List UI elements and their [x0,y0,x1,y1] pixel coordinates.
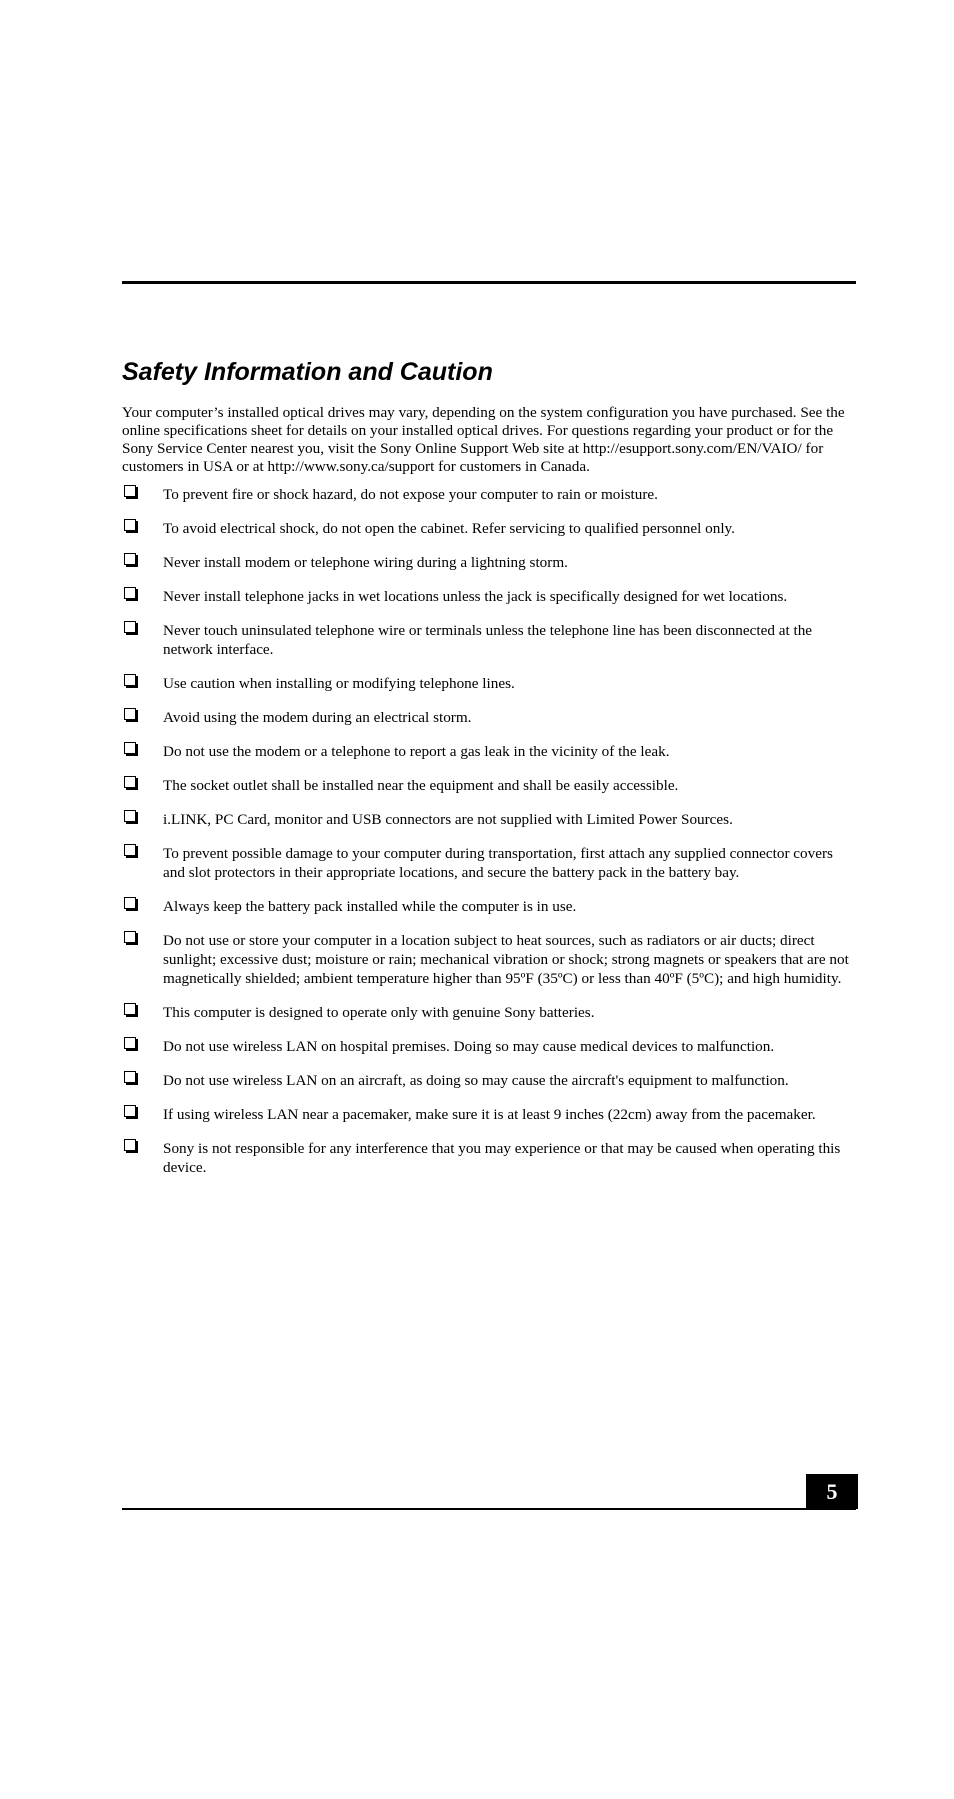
checkbox-icon [124,587,136,599]
checkbox-icon [124,674,136,686]
list-item [122,621,858,659]
list-item-text: If using wireless LAN near a pacemaker, make sure it is at least 9 inches (22cm) away from the pacemaker. [163,1106,816,1123]
header-rule [122,281,856,284]
list-item [122,485,858,504]
checkbox-icon [124,844,136,856]
list-item-text: To prevent fire or shock hazard, do not expose your computer to rain or moisture. [163,486,658,503]
list-item [122,674,858,693]
list-item [122,553,858,572]
checkbox-icon [124,776,136,788]
list-item-text: Sony is not responsible for any interference that you may experience or that may be caused when operating this device. [163,1140,841,1176]
list-item [122,1003,858,1022]
list-item [122,1105,858,1124]
list-item-text: Do not use the modem or a telephone to report a gas leak in the vicinity of the leak. [163,743,670,760]
list-item-text: Never install modem or telephone wiring during a lightning storm. [163,554,568,571]
footer-rule [122,1508,856,1510]
list-item-text: i.LINK, PC Card, monitor and USB connectors are not supplied with Limited Power Sources. [163,811,733,828]
checkbox-icon [124,742,136,754]
list-item [122,708,858,727]
list-item-text: To prevent possible damage to your computer during transportation, first attach any supplied connector covers and slot protectors in their appropriate locations, and secure the battery pack in the battery bay. [163,845,833,881]
list-item [122,897,858,916]
list-item [122,776,858,795]
page-number-badge: 5 [806,1474,858,1509]
list-item [122,844,858,882]
checkbox-icon [124,1071,136,1083]
list-item-text: This computer is designed to operate only with genuine Sony batteries. [163,1004,595,1021]
list-item [122,1071,858,1090]
list-item-text: The socket outlet shall be installed near the equipment and shall be easily accessible. [163,777,679,794]
list-item-text: Always keep the battery pack installed while the computer is in use. [163,898,577,915]
checkbox-icon [124,1105,136,1117]
safety-list [122,485,858,1177]
list-item-text: Avoid using the modem during an electrical storm. [163,709,472,726]
list-item [122,519,858,538]
list-item [122,1139,858,1177]
list-item [122,742,858,761]
checkbox-icon [124,897,136,909]
list-item [122,931,858,988]
checkbox-icon [124,485,136,497]
checkbox-icon [124,621,136,633]
checkbox-icon [124,1003,136,1015]
checkbox-icon [124,1139,136,1151]
checkbox-icon [124,519,136,531]
checkbox-icon [124,708,136,720]
checkbox-icon [124,553,136,565]
list-item-text: Never touch uninsulated telephone wire or terminals unless the telephone line has been disconnected at the network interface. [163,622,813,658]
intro-paragraph: Your computer’s installed optical drives may vary, depending on the system configuration you have purchased. See the online specifications sheet for details on your installed optical drives. For questions regarding your product or for the Sony Service Center nearest you, visit the Sony Online Support Web site at http://esupport.sony.com/EN/VAIO/ for customers in USA or at http://www.sony.ca/support for customers in Canada. [122,404,845,475]
list-item-text: Never install telephone jacks in wet locations unless the jack is specifically designed for wet locations. [163,588,788,605]
checkbox-icon [124,810,136,822]
list-item [122,587,858,606]
checkbox-icon [124,1037,136,1049]
list-item-text: Do not use wireless LAN on hospital premises. Doing so may cause medical devices to malfunction. [163,1038,775,1055]
checkbox-icon [124,931,136,943]
list-item-text: To avoid electrical shock, do not open the cabinet. Refer servicing to qualified personnel only. [163,520,735,537]
page-title: Safety Information and Caution [122,358,493,386]
list-item [122,1037,858,1056]
list-item-text: Do not use wireless LAN on an aircraft, as doing so may cause the aircraft's equipment to malfunction. [163,1072,789,1089]
list-item [122,810,858,829]
list-item-text: Do not use or store your computer in a location subject to heat sources, such as radiators or air ducts; direct sunlight; excessive dust; moisture or rain; mechanical vibration or shock; strong magnets or speakers that are not magnetically shielded; ambient temperature higher than 95ºF (35ºC) or less than 40ºF (5ºC); and high humidity. [163,932,849,987]
document-body [122,404,858,1192]
list-item-text: Use caution when installing or modifying telephone lines. [163,675,515,692]
